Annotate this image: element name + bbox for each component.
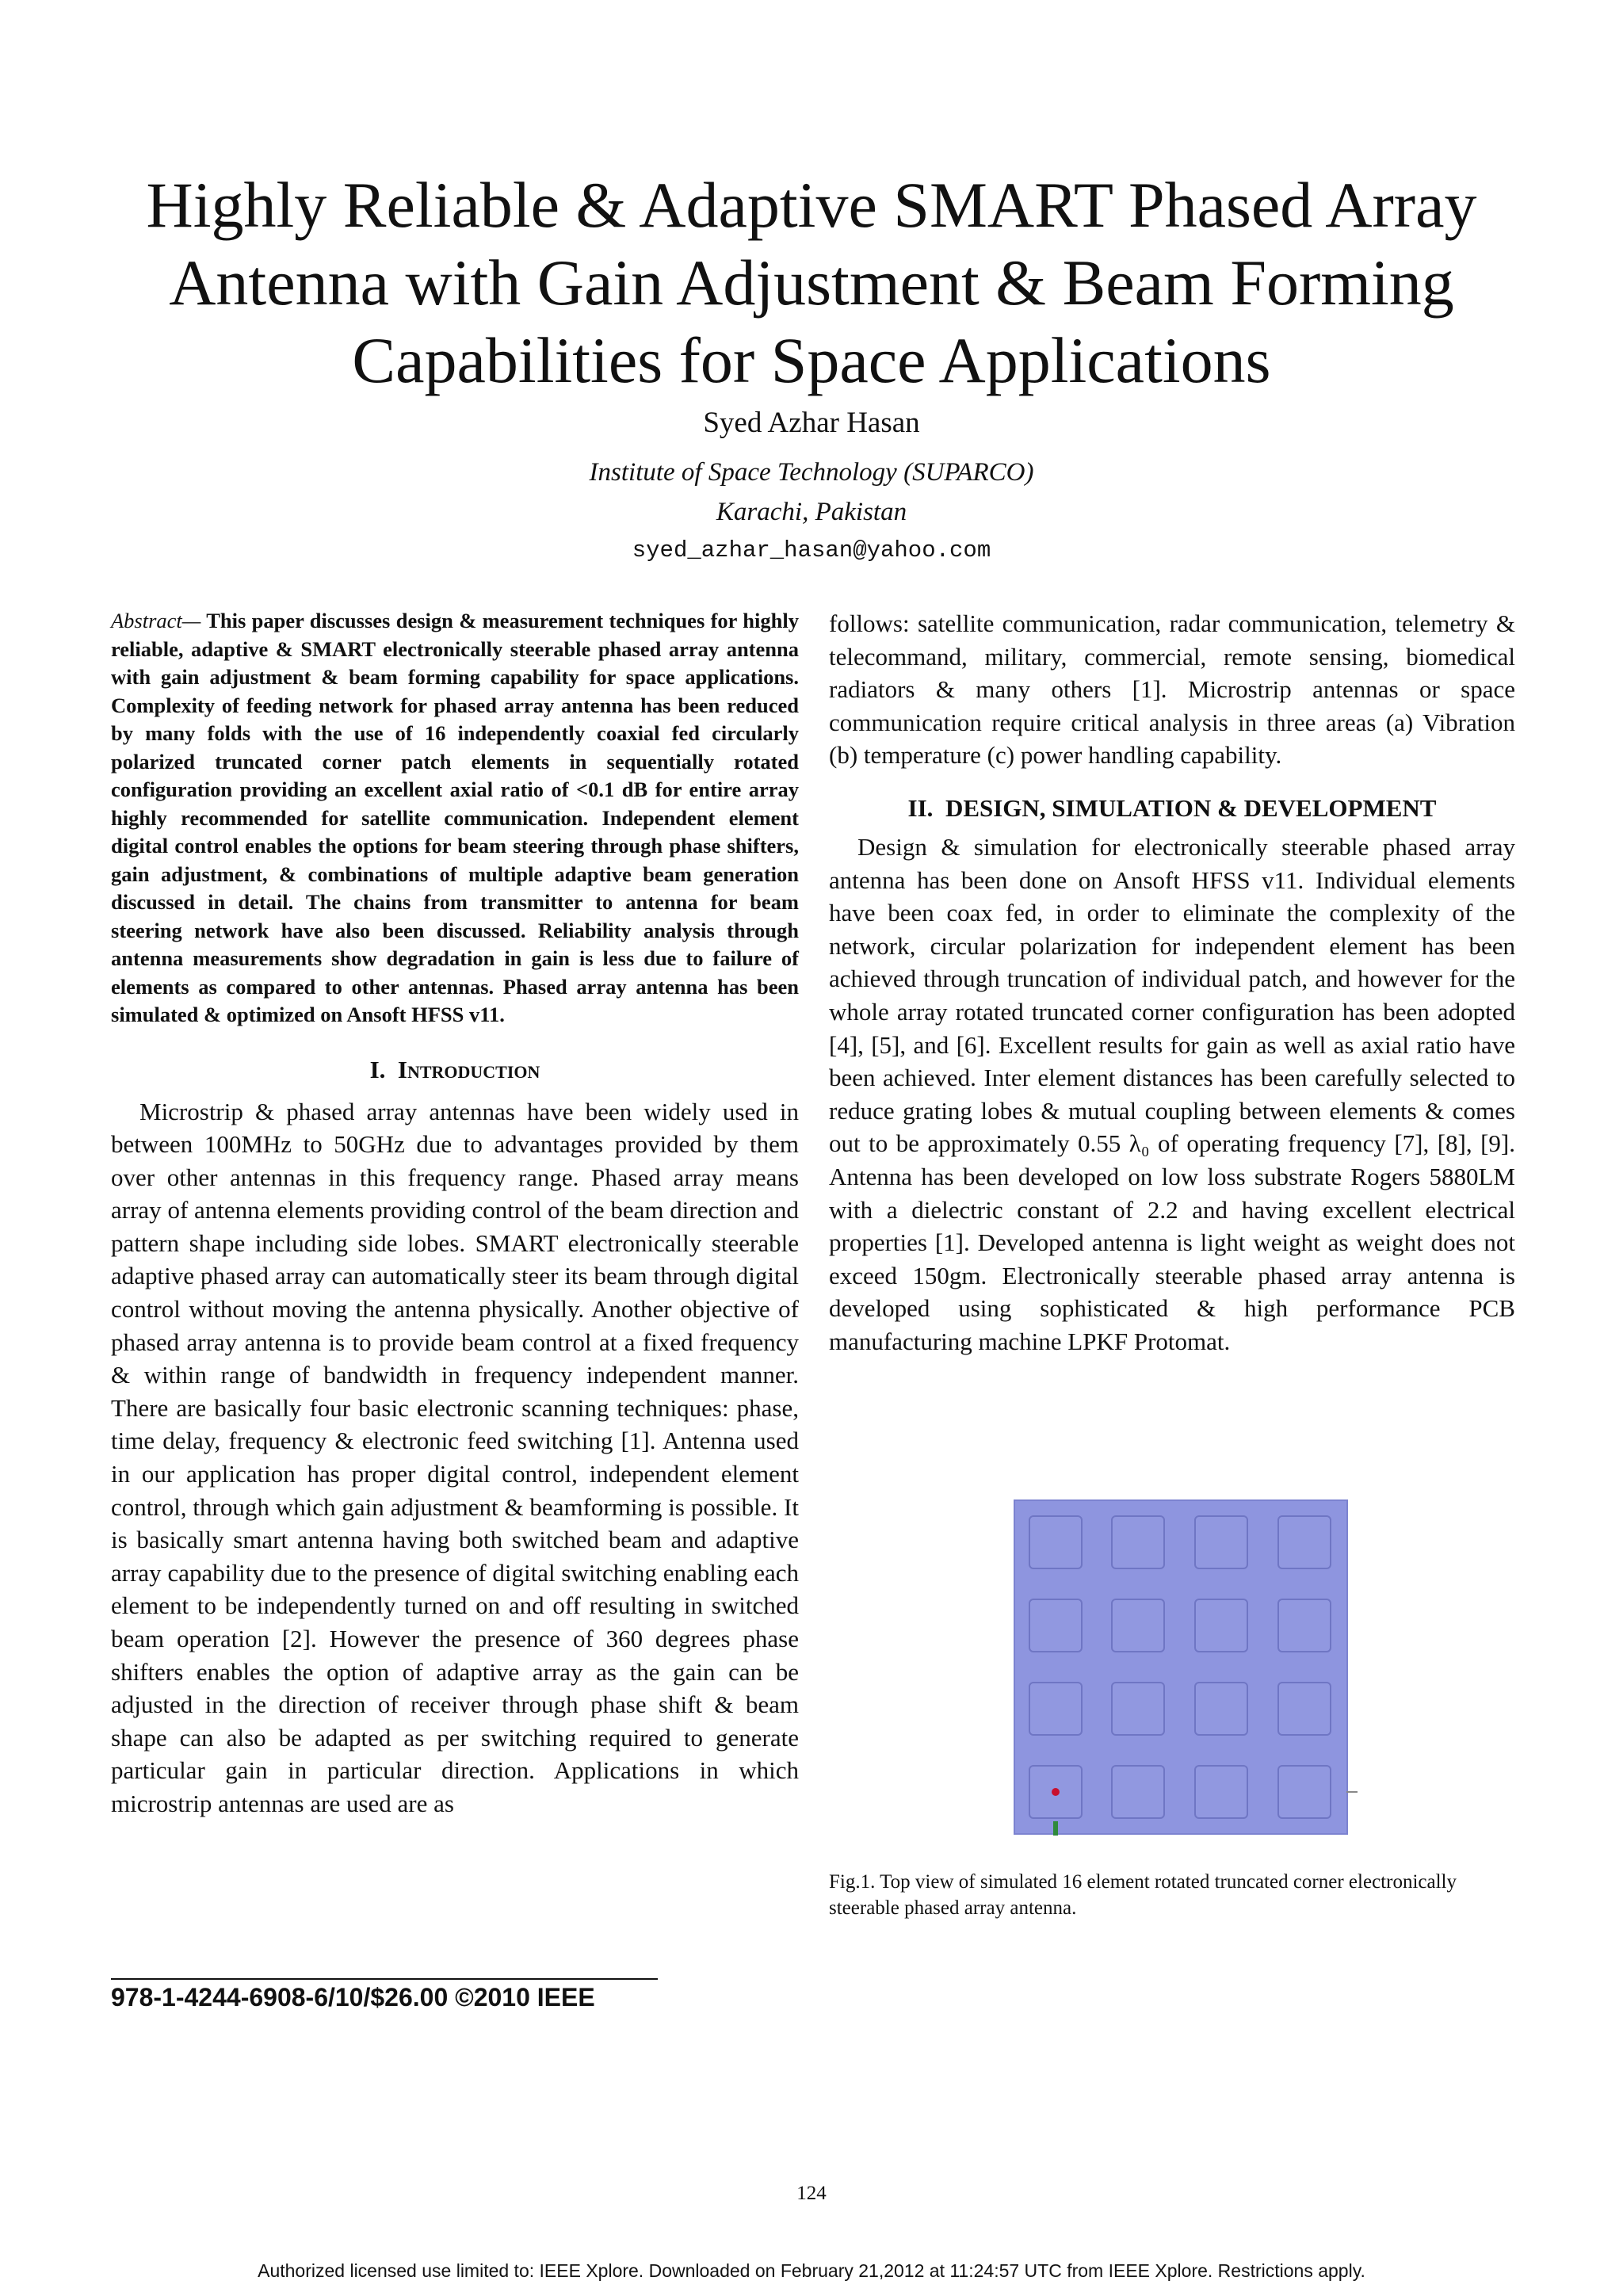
patch-element — [1111, 1599, 1165, 1652]
feed-point-marker — [1052, 1788, 1060, 1796]
patch-element — [1029, 1599, 1083, 1652]
left-column — [111, 607, 799, 1820]
paper-title — [95, 166, 1528, 399]
patch-element — [1194, 1599, 1248, 1652]
design-body: Design & simulation for electronically steerable phased array antenna has been done on Ansoft HFSS v11. Individual elements have been coax fed, in order to eliminate the complexity of the network, circular polarization for independent element has been achieved through truncation of individual patch, and however for the whole array rotated truncated corner configuration has been adopted [4], [5], and [6]. Excellent results for gain as well as axial ratio have been achieved. Inter element distances has been carefully selected to reduce grating lobes & mutual coupling between elements & comes out to be approximately 0.55 λ₀ of operating frequency [7], [8], [9]. Antenna has been developed on low loss substrate Rogers 5880LM with a dielectric constant of 2.2 and having excellent electrical properties [1]. Developed antenna is light weight as weight does not exceed 150gm. Electronically steerable phased array antenna is developed using sophisticated & high performance PCB manufacturing machine LPKF Protomat. — [829, 832, 1515, 1355]
patch-element — [1029, 1682, 1083, 1736]
patch-element — [1029, 1515, 1083, 1569]
patch-element — [1277, 1599, 1331, 1652]
author-name: Syed Azhar Hasan — [703, 407, 920, 439]
introduction-body: Microstrip & phased array antennas have been widely used in between 100MHz to 50GHz due to advantages provided by them over other antennas in this frequency range. Phased array means array of antenna elements providing control of the beam direction and pattern shape including side lobes. SMART electronically steerable adaptive phased array can automatically steer its beam through digital control without moving the antenna physically. Another objective of phased array antenna is to provide beam control at a fixed frequency & within range of bandwidth in frequency independent manner. There are basically four basic electronic scanning techniques: phase, time delay, frequency & electronic feed switching [1]. Antenna used in our application has proper digital control, independent element control, through which gain adjustment & beamforming is possible. It is basically smart antenna having both switched beam and adaptive array capability due to the presence of digital switching enabling each element to be independently turned on and off resulting in switched beam operation [2]. However the presence of 360 degrees phase shifters enables the option of adaptive array as the gain can be adjusted in the direction of receiver through phase shift & beam shape can also be adapted as per switching required to generate particular gain in particular direction. Applications in which microstrip antennas are used are as — [111, 1097, 799, 1817]
antenna-array-figure — [1014, 1499, 1348, 1835]
patch-element — [1194, 1515, 1248, 1569]
abstract-text: This paper discusses design & measurement techniques for highly reliable, adaptive & SMART electronically steerable phased array antenna with gain adjustment & beam forming capability for space applications. Complexity of feeding network for phased array antenna has been reduced by many folds with the use of 16 independently coaxial fed circularly polarized truncated corner patch elements in sequentially rotated configuration providing an excellent axial ratio of <0.1 dB for entire array highly recommended for satellite communication. Independent element digital control enables the options for beam steering through phase shifters, gain adjustment, & combinations of multiple adaptive beam generation discussed in detail. The chains from transmitter to antenna for beam steering network have also been discussed. Reliability analysis through antenna measurements show degradation in gain is less due to failure of elements as compared to other antennas. Phased array antenna has been simulated & optimized on Ansoft HFSS v11. — [111, 609, 799, 1026]
copyright-notice: 978-1-4244-6908-6/10/$26.00 ©2010 IEEE — [111, 1978, 658, 2012]
section-title: DESIGN, SIMULATION & DEVELOPMENT — [945, 793, 1437, 822]
patch-element — [1111, 1682, 1165, 1736]
title-line-2: Antenna with Gain Adjustment & Beam Forming — [169, 246, 1454, 319]
abstract-lead: Abstract— — [111, 609, 201, 632]
affiliation-location: Karachi, Pakistan — [716, 498, 907, 526]
page-number: 124 — [796, 2183, 827, 2204]
license-footer: Authorized licensed use limited to: IEEE Xplore. Downloaded on February 21,2012 at 11:24:57 UTC from IEEE Xplore. Restrictions apply. — [258, 2260, 1365, 2281]
section-number: I. — [369, 1055, 386, 1083]
port-tick-mark — [1346, 1791, 1358, 1793]
section-heading-design — [829, 794, 1515, 823]
section-title: Introduction — [397, 1055, 540, 1083]
patch-element — [1194, 1765, 1248, 1819]
section-heading-introduction — [111, 1056, 799, 1084]
patch-element — [1111, 1765, 1165, 1819]
right-column — [829, 607, 1515, 1358]
section-number: II. — [907, 793, 934, 822]
patch-element — [1277, 1515, 1331, 1569]
title-line-1: Highly Reliable & Adaptive SMART Phased Array — [146, 169, 1477, 241]
abstract — [111, 607, 799, 1030]
title-line-3: Capabilities for Space Applications — [352, 324, 1271, 396]
figure-caption: Fig.1. Top view of simulated 16 element rotated truncated corner electronically steerable phased array antenna. — [829, 1871, 1457, 1919]
patch-element — [1194, 1682, 1248, 1736]
patch-element — [1111, 1515, 1165, 1569]
introduction-continued: follows: satellite communication, radar communication, telemetry & telecommand, military, commercial, remote sensing, biomedical radiators & many others [1]. Microstrip antennas or space communication require critical analysis in three areas (a) Vibration (b) temperature (c) power handling capability. — [829, 609, 1515, 770]
author-email[interactable]: syed_azhar_hasan@yahoo.com — [632, 537, 991, 563]
patch-element — [1277, 1682, 1331, 1736]
coax-probe-marker — [1053, 1821, 1058, 1836]
patch-element — [1277, 1765, 1331, 1819]
affiliation-institute: Institute of Space Technology (SUPARCO) — [589, 458, 1034, 487]
